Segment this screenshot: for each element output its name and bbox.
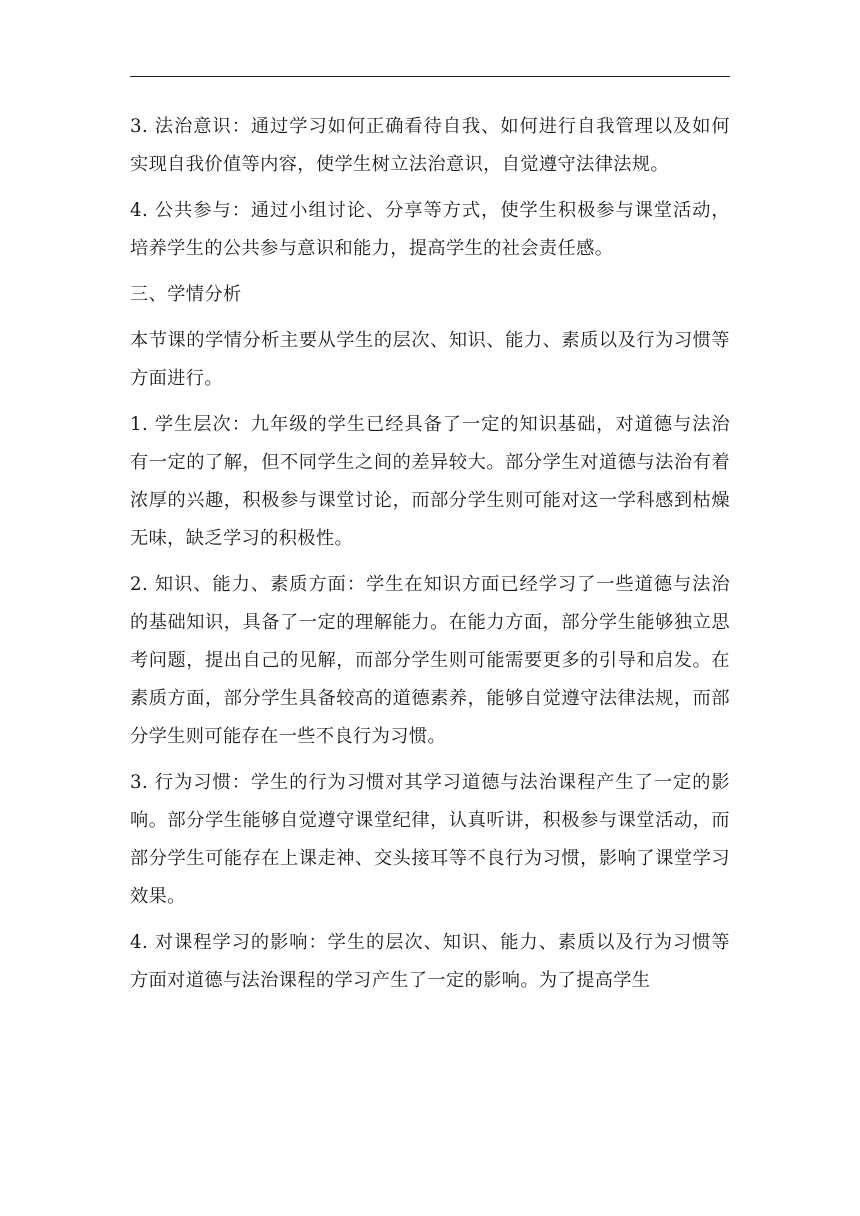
paragraph-student-level: 1. 学生层次：九年级的学生已经具备了一定的知识基础，对道德与法治有一定的了解，但不同学生之间的差异较大。部分学生对道德与法治有着浓厚的兴趣，积极参与课堂讨论，而部分学生则可能对这一学科感到枯燥无味，缺乏学习的积极性。: [130, 414, 730, 549]
document-body: [130, 108, 730, 1008]
paragraph-impact-on-learning: 4. 对课程学习的影响：学生的层次、知识、能力、素质以及行为习惯等方面对道德与法治课程的学习产生了一定的影响。为了提高学生: [130, 932, 730, 991]
section-heading-student-analysis: 三、学情分析: [130, 284, 242, 305]
header-rule: [130, 76, 730, 77]
paragraph-knowledge-ability-quality: 2. 知识、能力、素质方面：学生在知识方面已经学习了一些道德与法治的基础知识，具备了一定的理解能力。在能力方面，部分学生能够独立思考问题，提出自己的见解，而部分学生则可能需要更多的引导和启发。在素质方面，部分学生具备较高的道德素养，能够自觉遵守法律法规，而部分学生则可能存在一些不良行为习惯。: [130, 574, 730, 747]
paragraph-public-participation: 4. 公共参与：通过小组讨论、分享等方式，使学生积极参与课堂活动，培养学生的公共参与意识和能力，提高学生的社会责任感。: [130, 200, 730, 259]
paragraph-analysis-intro: 本节课的学情分析主要从学生的层次、知识、能力、素质以及行为习惯等方面进行。: [130, 330, 730, 389]
paragraph-rule-of-law-awareness: 3. 法治意识：通过学习如何正确看待自我、如何进行自我管理以及如何实现自我价值等内容，使学生树立法治意识，自觉遵守法律法规。: [130, 116, 730, 175]
paragraph-behavior-habits: 3. 行为习惯：学生的行为习惯对其学习道德与法治课程产生了一定的影响。部分学生能够自觉遵守课堂纪律，认真听讲，积极参与课堂活动，而部分学生可能存在上课走神、交头接耳等不良行为习惯，影响了课堂学习效果。: [130, 772, 730, 907]
